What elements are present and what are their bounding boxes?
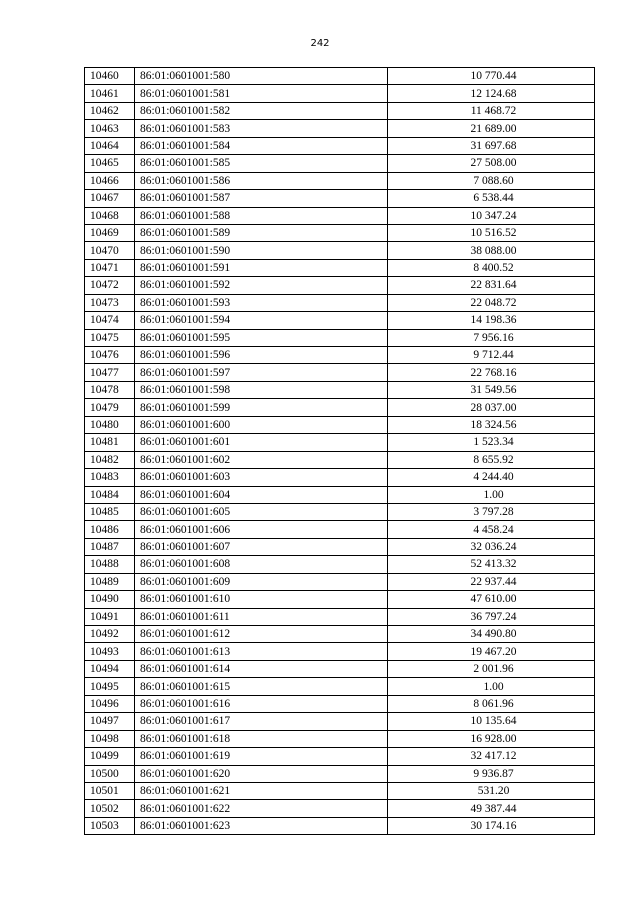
cadastral-number-cell: 86:01:0601001:603: [135, 469, 388, 486]
cadastral-value-table: [84, 67, 595, 835]
table-row: [85, 695, 595, 712]
cadastral-number-cell: 86:01:0601001:586: [135, 172, 388, 189]
value-cell: 8 061.96: [388, 695, 595, 712]
table-row: [85, 190, 595, 207]
row-number-cell: 10472: [85, 277, 135, 294]
row-number-cell: 10502: [85, 800, 135, 817]
table-row: [85, 172, 595, 189]
row-number-cell: 10475: [85, 329, 135, 346]
cadastral-number-cell: 86:01:0601001:592: [135, 277, 388, 294]
table-row: [85, 469, 595, 486]
table-row: [85, 591, 595, 608]
cadastral-number-cell: 86:01:0601001:617: [135, 713, 388, 730]
table-row: [85, 120, 595, 137]
table-row: [85, 259, 595, 276]
table-row: [85, 137, 595, 154]
cadastral-number-cell: 86:01:0601001:602: [135, 451, 388, 468]
row-number-cell: 10492: [85, 626, 135, 643]
table-row: [85, 277, 595, 294]
row-number-cell: 10471: [85, 259, 135, 276]
row-number-cell: 10483: [85, 469, 135, 486]
table-row: [85, 660, 595, 677]
table-row: [85, 556, 595, 573]
table-row: [85, 817, 595, 834]
row-number-cell: 10497: [85, 713, 135, 730]
cadastral-number-cell: 86:01:0601001:604: [135, 486, 388, 503]
row-number-cell: 10500: [85, 765, 135, 782]
value-cell: 2 001.96: [388, 660, 595, 677]
table-row: [85, 748, 595, 765]
row-number-cell: 10468: [85, 207, 135, 224]
cadastral-number-cell: 86:01:0601001:620: [135, 765, 388, 782]
row-number-cell: 10494: [85, 660, 135, 677]
table-row: [85, 381, 595, 398]
table-row: [85, 451, 595, 468]
row-number-cell: 10481: [85, 434, 135, 451]
row-number-cell: 10461: [85, 85, 135, 102]
row-number-cell: 10482: [85, 451, 135, 468]
cadastral-number-cell: 86:01:0601001:606: [135, 521, 388, 538]
row-number-cell: 10490: [85, 591, 135, 608]
value-cell: 36 797.24: [388, 608, 595, 625]
value-cell: 21 689.00: [388, 120, 595, 137]
cadastral-number-cell: 86:01:0601001:585: [135, 155, 388, 172]
table-body: [85, 68, 595, 835]
cadastral-number-cell: 86:01:0601001:610: [135, 591, 388, 608]
row-number-cell: 10464: [85, 137, 135, 154]
cadastral-number-cell: 86:01:0601001:591: [135, 259, 388, 276]
value-cell: 34 490.80: [388, 626, 595, 643]
row-number-cell: 10467: [85, 190, 135, 207]
value-cell: 531.20: [388, 782, 595, 799]
cadastral-number-cell: 86:01:0601001:596: [135, 347, 388, 364]
value-cell: 22 937.44: [388, 573, 595, 590]
table-row: [85, 626, 595, 643]
row-number-cell: 10470: [85, 242, 135, 259]
value-cell: 49 387.44: [388, 800, 595, 817]
cadastral-number-cell: 86:01:0601001:600: [135, 416, 388, 433]
table-row: [85, 800, 595, 817]
table-row: [85, 399, 595, 416]
value-cell: 31 697.68: [388, 137, 595, 154]
value-cell: 11 468.72: [388, 102, 595, 119]
table-row: [85, 364, 595, 381]
value-cell: 10 135.64: [388, 713, 595, 730]
row-number-cell: 10493: [85, 643, 135, 660]
row-number-cell: 10460: [85, 68, 135, 85]
value-cell: 4 244.40: [388, 469, 595, 486]
row-number-cell: 10465: [85, 155, 135, 172]
value-cell: 22 048.72: [388, 294, 595, 311]
value-cell: 31 549.56: [388, 381, 595, 398]
row-number-cell: 10485: [85, 503, 135, 520]
row-number-cell: 10488: [85, 556, 135, 573]
cadastral-number-cell: 86:01:0601001:607: [135, 538, 388, 555]
cadastral-number-cell: 86:01:0601001:618: [135, 730, 388, 747]
row-number-cell: 10479: [85, 399, 135, 416]
cadastral-number-cell: 86:01:0601001:589: [135, 224, 388, 241]
table-row: [85, 347, 595, 364]
row-number-cell: 10462: [85, 102, 135, 119]
table-row: [85, 85, 595, 102]
cadastral-number-cell: 86:01:0601001:590: [135, 242, 388, 259]
cadastral-number-cell: 86:01:0601001:622: [135, 800, 388, 817]
value-cell: 6 538.44: [388, 190, 595, 207]
value-cell: 30 174.16: [388, 817, 595, 834]
row-number-cell: 10491: [85, 608, 135, 625]
row-number-cell: 10499: [85, 748, 135, 765]
cadastral-number-cell: 86:01:0601001:599: [135, 399, 388, 416]
value-cell: 47 610.00: [388, 591, 595, 608]
table-row: [85, 573, 595, 590]
value-cell: 4 458.24: [388, 521, 595, 538]
value-cell: 22 768.16: [388, 364, 595, 381]
value-cell: 1.00: [388, 486, 595, 503]
value-cell: 3 797.28: [388, 503, 595, 520]
cadastral-number-cell: 86:01:0601001:615: [135, 678, 388, 695]
row-number-cell: 10489: [85, 573, 135, 590]
value-cell: 10 347.24: [388, 207, 595, 224]
cadastral-number-cell: 86:01:0601001:588: [135, 207, 388, 224]
value-cell: 27 508.00: [388, 155, 595, 172]
row-number-cell: 10463: [85, 120, 135, 137]
cadastral-number-cell: 86:01:0601001:582: [135, 102, 388, 119]
value-cell: 14 198.36: [388, 312, 595, 329]
table-row: [85, 329, 595, 346]
value-cell: 28 037.00: [388, 399, 595, 416]
cadastral-number-cell: 86:01:0601001:609: [135, 573, 388, 590]
value-cell: 10 516.52: [388, 224, 595, 241]
value-cell: 10 770.44: [388, 68, 595, 85]
value-cell: 8 655.92: [388, 451, 595, 468]
row-number-cell: 10480: [85, 416, 135, 433]
table-row: [85, 68, 595, 85]
table-row: [85, 486, 595, 503]
cadastral-number-cell: 86:01:0601001:595: [135, 329, 388, 346]
cadastral-number-cell: 86:01:0601001:584: [135, 137, 388, 154]
table-row: [85, 608, 595, 625]
value-cell: 38 088.00: [388, 242, 595, 259]
value-cell: 19 467.20: [388, 643, 595, 660]
row-number-cell: 10498: [85, 730, 135, 747]
value-cell: 9 936.87: [388, 765, 595, 782]
table-row: [85, 713, 595, 730]
table-row: [85, 155, 595, 172]
row-number-cell: 10476: [85, 347, 135, 364]
table-row: [85, 434, 595, 451]
table-row: [85, 678, 595, 695]
page-number: 242: [310, 38, 330, 49]
value-cell: 32 417.12: [388, 748, 595, 765]
table-row: [85, 224, 595, 241]
row-number-cell: 10496: [85, 695, 135, 712]
table-row: [85, 538, 595, 555]
table-row: [85, 242, 595, 259]
cadastral-number-cell: 86:01:0601001:611: [135, 608, 388, 625]
table-row: [85, 207, 595, 224]
table-row: [85, 782, 595, 799]
row-number-cell: 10495: [85, 678, 135, 695]
row-number-cell: 10487: [85, 538, 135, 555]
cadastral-number-cell: 86:01:0601001:597: [135, 364, 388, 381]
cadastral-number-cell: 86:01:0601001:601: [135, 434, 388, 451]
row-number-cell: 10503: [85, 817, 135, 834]
value-cell: 1.00: [388, 678, 595, 695]
cadastral-number-cell: 86:01:0601001:581: [135, 85, 388, 102]
table-row: [85, 503, 595, 520]
cadastral-number-cell: 86:01:0601001:614: [135, 660, 388, 677]
cadastral-number-cell: 86:01:0601001:621: [135, 782, 388, 799]
value-cell: 1 523.34: [388, 434, 595, 451]
cadastral-number-cell: 86:01:0601001:613: [135, 643, 388, 660]
cadastral-number-cell: 86:01:0601001:587: [135, 190, 388, 207]
table-row: [85, 521, 595, 538]
value-cell: 32 036.24: [388, 538, 595, 555]
row-number-cell: 10484: [85, 486, 135, 503]
cadastral-number-cell: 86:01:0601001:598: [135, 381, 388, 398]
row-number-cell: 10477: [85, 364, 135, 381]
cadastral-number-cell: 86:01:0601001:583: [135, 120, 388, 137]
cadastral-number-cell: 86:01:0601001:619: [135, 748, 388, 765]
row-number-cell: 10501: [85, 782, 135, 799]
row-number-cell: 10478: [85, 381, 135, 398]
value-cell: 52 413.32: [388, 556, 595, 573]
value-cell: 9 712.44: [388, 347, 595, 364]
cadastral-number-cell: 86:01:0601001:608: [135, 556, 388, 573]
value-cell: 12 124.68: [388, 85, 595, 102]
cadastral-number-cell: 86:01:0601001:616: [135, 695, 388, 712]
table-row: [85, 765, 595, 782]
row-number-cell: 10469: [85, 224, 135, 241]
row-number-cell: 10473: [85, 294, 135, 311]
table-row: [85, 312, 595, 329]
row-number-cell: 10466: [85, 172, 135, 189]
value-cell: 7 088.60: [388, 172, 595, 189]
value-cell: 16 928.00: [388, 730, 595, 747]
cadastral-number-cell: 86:01:0601001:605: [135, 503, 388, 520]
table-row: [85, 102, 595, 119]
cadastral-number-cell: 86:01:0601001:593: [135, 294, 388, 311]
value-cell: 8 400.52: [388, 259, 595, 276]
table-row: [85, 643, 595, 660]
cadastral-number-cell: 86:01:0601001:612: [135, 626, 388, 643]
value-cell: 7 956.16: [388, 329, 595, 346]
cadastral-number-cell: 86:01:0601001:623: [135, 817, 388, 834]
value-cell: 18 324.56: [388, 416, 595, 433]
row-number-cell: 10486: [85, 521, 135, 538]
table-row: [85, 730, 595, 747]
cadastral-number-cell: 86:01:0601001:580: [135, 68, 388, 85]
row-number-cell: 10474: [85, 312, 135, 329]
table-row: [85, 416, 595, 433]
value-cell: 22 831.64: [388, 277, 595, 294]
table-row: [85, 294, 595, 311]
cadastral-number-cell: 86:01:0601001:594: [135, 312, 388, 329]
